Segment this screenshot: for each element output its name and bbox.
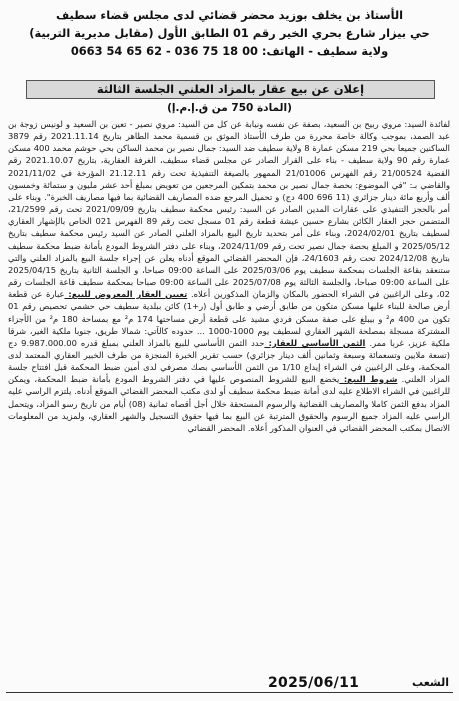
base-price-heading: الثمن الأساسي للعقار: bbox=[264, 337, 366, 348]
bailiff-header bbox=[10, 6, 449, 60]
sale-conditions-heading: شروط البيع: bbox=[339, 374, 398, 385]
notice-title: إعلان عن بيع عقار بالمزاد العلني الجلسة الثالثة bbox=[26, 80, 435, 99]
newspaper-name: الشعب bbox=[412, 676, 449, 689]
body-paragraph-parties: لفائدة السيد: مروي ربيح بن السعيد، بصفة عن نفسه ونيابة عن كل من السيد: مروي نصير - تعين بن السعيد و لونيس زوجة بن عبد الصمد، بموجب وكالة خاصة محررة من طرف الأستاذ الموثق بن قسمية محمد الطاهر بتاريخ 2021.11.14 رقم 3879 الساكنين جميعا بحي 219 مسكن عمارة 8 ولاية سطيف ضد السيد: جمال نصير بن محمد الساكن بحي حوشم محمد 400 مسكن عمارة رقم 90 ولاية سطيف - بناء على القرار الصادر عن مجلس قضاء سطيف، الغرفة العقارية، بتاريخ 2021.10.07 رقم القضية 21/00524 رقم الفهرس 21/01006 الممهور بالصيغة التنفيذية تحت رقم 21.12.11 المؤرخة في 2021/11/02 والقاضي بـ: "في الموضوع: بحصة جمال نصير بن محمد بتمكين المرجعين من تعويض بمبلغ أحد عشر مليون و ستمائة وخمسون ألف وأربع مائة دينار جزائري (11 696 400 دج) و تحميل المرجع ضده المصاريف القضائية بما فيها مصاريف الخبرة". وبناء على أمر بالحجز التنفيذي على عقارات المدين الصادر عن السيد: رئيس محكمة سطيف بتاريخ 2021/09/09 تحت رقم 21/2599، المتضمن حجز العقار الكائن بشارع حسين عيشة قطعة رقم 01 مسجل تحت رقم 89 الفهرس 021 الخاص بالإشهار العقاري لسطيف بتاريخ 2024/02/01، وبناء على أمر بتحديد تاريخ البيع بالمزاد العلني الصادر عن السيد رئيس محكمة سطيف بتاريخ 2025/05/12 و المبلغ بحصة جمال نصير تحت رقم 2024/11/09، وبناء على دفتر الشروط المودع بأمانة ضبط محكمة سطيف بتاريخ 2024/12/08 تحت رقم 24/1603، فإن المحضر القضائي الموقع أدناه يعلن عن إجراء جلسة البيع بالمزاد العلني والتي ستنعقد بقاعة الجلسات بمحكمة سطيف يوم 2025/03/06 على الساعة 09:00 صباحا، و الجلسة الثانية بتاريخ 2025/04/15 على الساعة 09:00 صباحا، والجلسة الثالثة يوم 2025/07/08 على الساعة 09:00 صباحا بمحكمة سطيف قاعة الجلسات رقم 02، وعلى الراغبين في الشراء الحضور بالمكان والزمان المذكورين أعلاه. bbox=[8, 119, 450, 300]
footer-divider bbox=[6, 692, 453, 693]
header-bailiff-name: الأستاذ بن يخلف بوزيد محضر قضائي لدى مجلس قضاء سطيف bbox=[55, 8, 404, 22]
header-address: حي بيزار شارع بحري الخير رقم 01 الطابق الأول (مقابل مديرية التربية) bbox=[29, 26, 430, 40]
body-paragraph-property: عبارة عن قطعة أرض صالحة للبناء عليها مسكن متكون من طابق أرضي و طابق أول (ر+1) كائن ببلدية سطيف حي حشمي تحصيص رقم 01 تكون من 400 م² و بيبلغ على صفة مسكن فردي مشيد على قطعة أرض مساحتها 174 م² مع بمساحة 180 م² من الأجزاء المشتركة مسجلة بمصلحة الشهر العقاري لسطيف يوم 1000-1000 ... حدوده كالآتي: شمالا طريق، جنوبا ملكية الغير، شرقا ملكية عزيز، غربا ممر. bbox=[8, 289, 450, 348]
bailiff-signature: المحضر القضائي bbox=[187, 422, 246, 433]
property-description-heading: تعيين العقار المعروض للبيع: bbox=[64, 289, 188, 300]
notice-body bbox=[8, 118, 450, 670]
newspaper-footer bbox=[6, 672, 453, 694]
body-paragraph-price: حدد الثمن الأساسي للبيع بالمزاد العلني بمبلغ قدره 9.987.000.00 دج (تسعة ملايين وتسعمائة وسبعة وثمانين ألف دينار جزائري) حسب تقرير الخبرة المنجزة من طرف الخبير العقاري المعتمد لدى المحكمة، وعلى الراغبين في الشراء إيداع 1/10 من الثمن الأساسي بصك مصرفي لدى أمين ضبط المحكمة قبل افتتاح جلسة المزاد العلني. bbox=[8, 337, 450, 385]
publication-date: 2025/06/11 bbox=[268, 675, 360, 691]
legal-article-reference: (المادة 750 من ق.إ.م.إ) bbox=[167, 102, 292, 114]
body-paragraph-conditions: يخضع البيع للشروط المنصوص عليها في دفتر الشروط المودع بأمانة ضبط المحكمة، ويمكن للراغبين في الشراء الاطلاع عليه لدى أمانة ضبط محكمة سطيف أو لدى مكتب المحضر القضائي الموقع أدناه. يلتزم الراسي عليه المزاد بدفع الثمن كاملا والمصاريف القضائية والرسوم المستحقة خلال أجل أقصاه ثمانية (08) أيام من تاريخ رسو المزاد، ويتحمل الراسي عليه المزاد جميع الرسوم والحقوق المترتبة عن البيع بما فيها حقوق التسجيل والشهر العقاري، ولمزيد من المعلومات الاتصال بمكتب المحضر القضائي في العنوان المذكور أعلاه. bbox=[8, 374, 450, 433]
header-phone: ولاية سطيف - الهاتف: 00 18 75 036 - 62 65 54 0663 bbox=[70, 44, 389, 58]
